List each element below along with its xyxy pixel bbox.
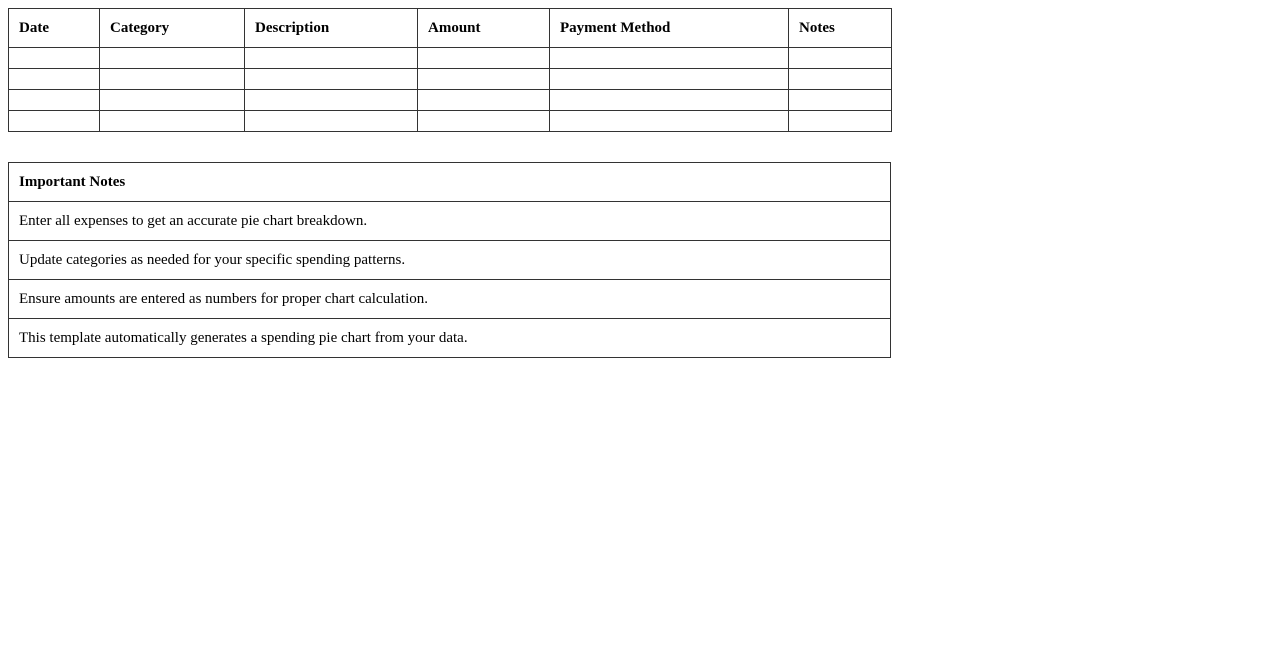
- cell-date[interactable]: [9, 90, 100, 111]
- cell-description[interactable]: [245, 111, 418, 132]
- cell-notes[interactable]: [789, 90, 892, 111]
- cell-description[interactable]: [245, 90, 418, 111]
- cell-notes[interactable]: [789, 48, 892, 69]
- cell-date[interactable]: [9, 69, 100, 90]
- cell-payment-method[interactable]: [550, 111, 789, 132]
- note-text: Update categories as needed for your specific spending patterns.: [9, 241, 891, 280]
- important-notes-table: [8, 162, 891, 358]
- list-item: [9, 280, 891, 319]
- note-text: Ensure amounts are entered as numbers for proper chart calculation.: [9, 280, 891, 319]
- list-item: [9, 319, 891, 358]
- list-item: [9, 241, 891, 280]
- header-category: Category: [100, 9, 245, 48]
- cell-amount[interactable]: [418, 111, 550, 132]
- cell-payment-method[interactable]: [550, 90, 789, 111]
- header-notes: Notes: [789, 9, 892, 48]
- table-row: [9, 48, 892, 69]
- cell-category[interactable]: [100, 90, 245, 111]
- expenses-table: [8, 8, 892, 132]
- cell-category[interactable]: [100, 111, 245, 132]
- header-amount: Amount: [418, 9, 550, 48]
- cell-date[interactable]: [9, 48, 100, 69]
- header-description: Description: [245, 9, 418, 48]
- cell-category[interactable]: [100, 69, 245, 90]
- table-row: [9, 90, 892, 111]
- table-row: [9, 69, 892, 90]
- cell-amount[interactable]: [418, 90, 550, 111]
- cell-category[interactable]: [100, 48, 245, 69]
- note-text: Enter all expenses to get an accurate pie chart breakdown.: [9, 202, 891, 241]
- cell-payment-method[interactable]: [550, 69, 789, 90]
- cell-date[interactable]: [9, 111, 100, 132]
- note-text: This template automatically generates a spending pie chart from your data.: [9, 319, 891, 358]
- header-date: Date: [9, 9, 100, 48]
- expenses-header-row: [9, 9, 892, 48]
- header-payment-method: Payment Method: [550, 9, 789, 48]
- notes-header-row: [9, 163, 891, 202]
- notes-heading: Important Notes: [9, 163, 891, 202]
- cell-description[interactable]: [245, 48, 418, 69]
- cell-amount[interactable]: [418, 69, 550, 90]
- list-item: [9, 202, 891, 241]
- cell-payment-method[interactable]: [550, 48, 789, 69]
- table-row: [9, 111, 892, 132]
- cell-notes[interactable]: [789, 111, 892, 132]
- cell-amount[interactable]: [418, 48, 550, 69]
- cell-notes[interactable]: [789, 69, 892, 90]
- cell-description[interactable]: [245, 69, 418, 90]
